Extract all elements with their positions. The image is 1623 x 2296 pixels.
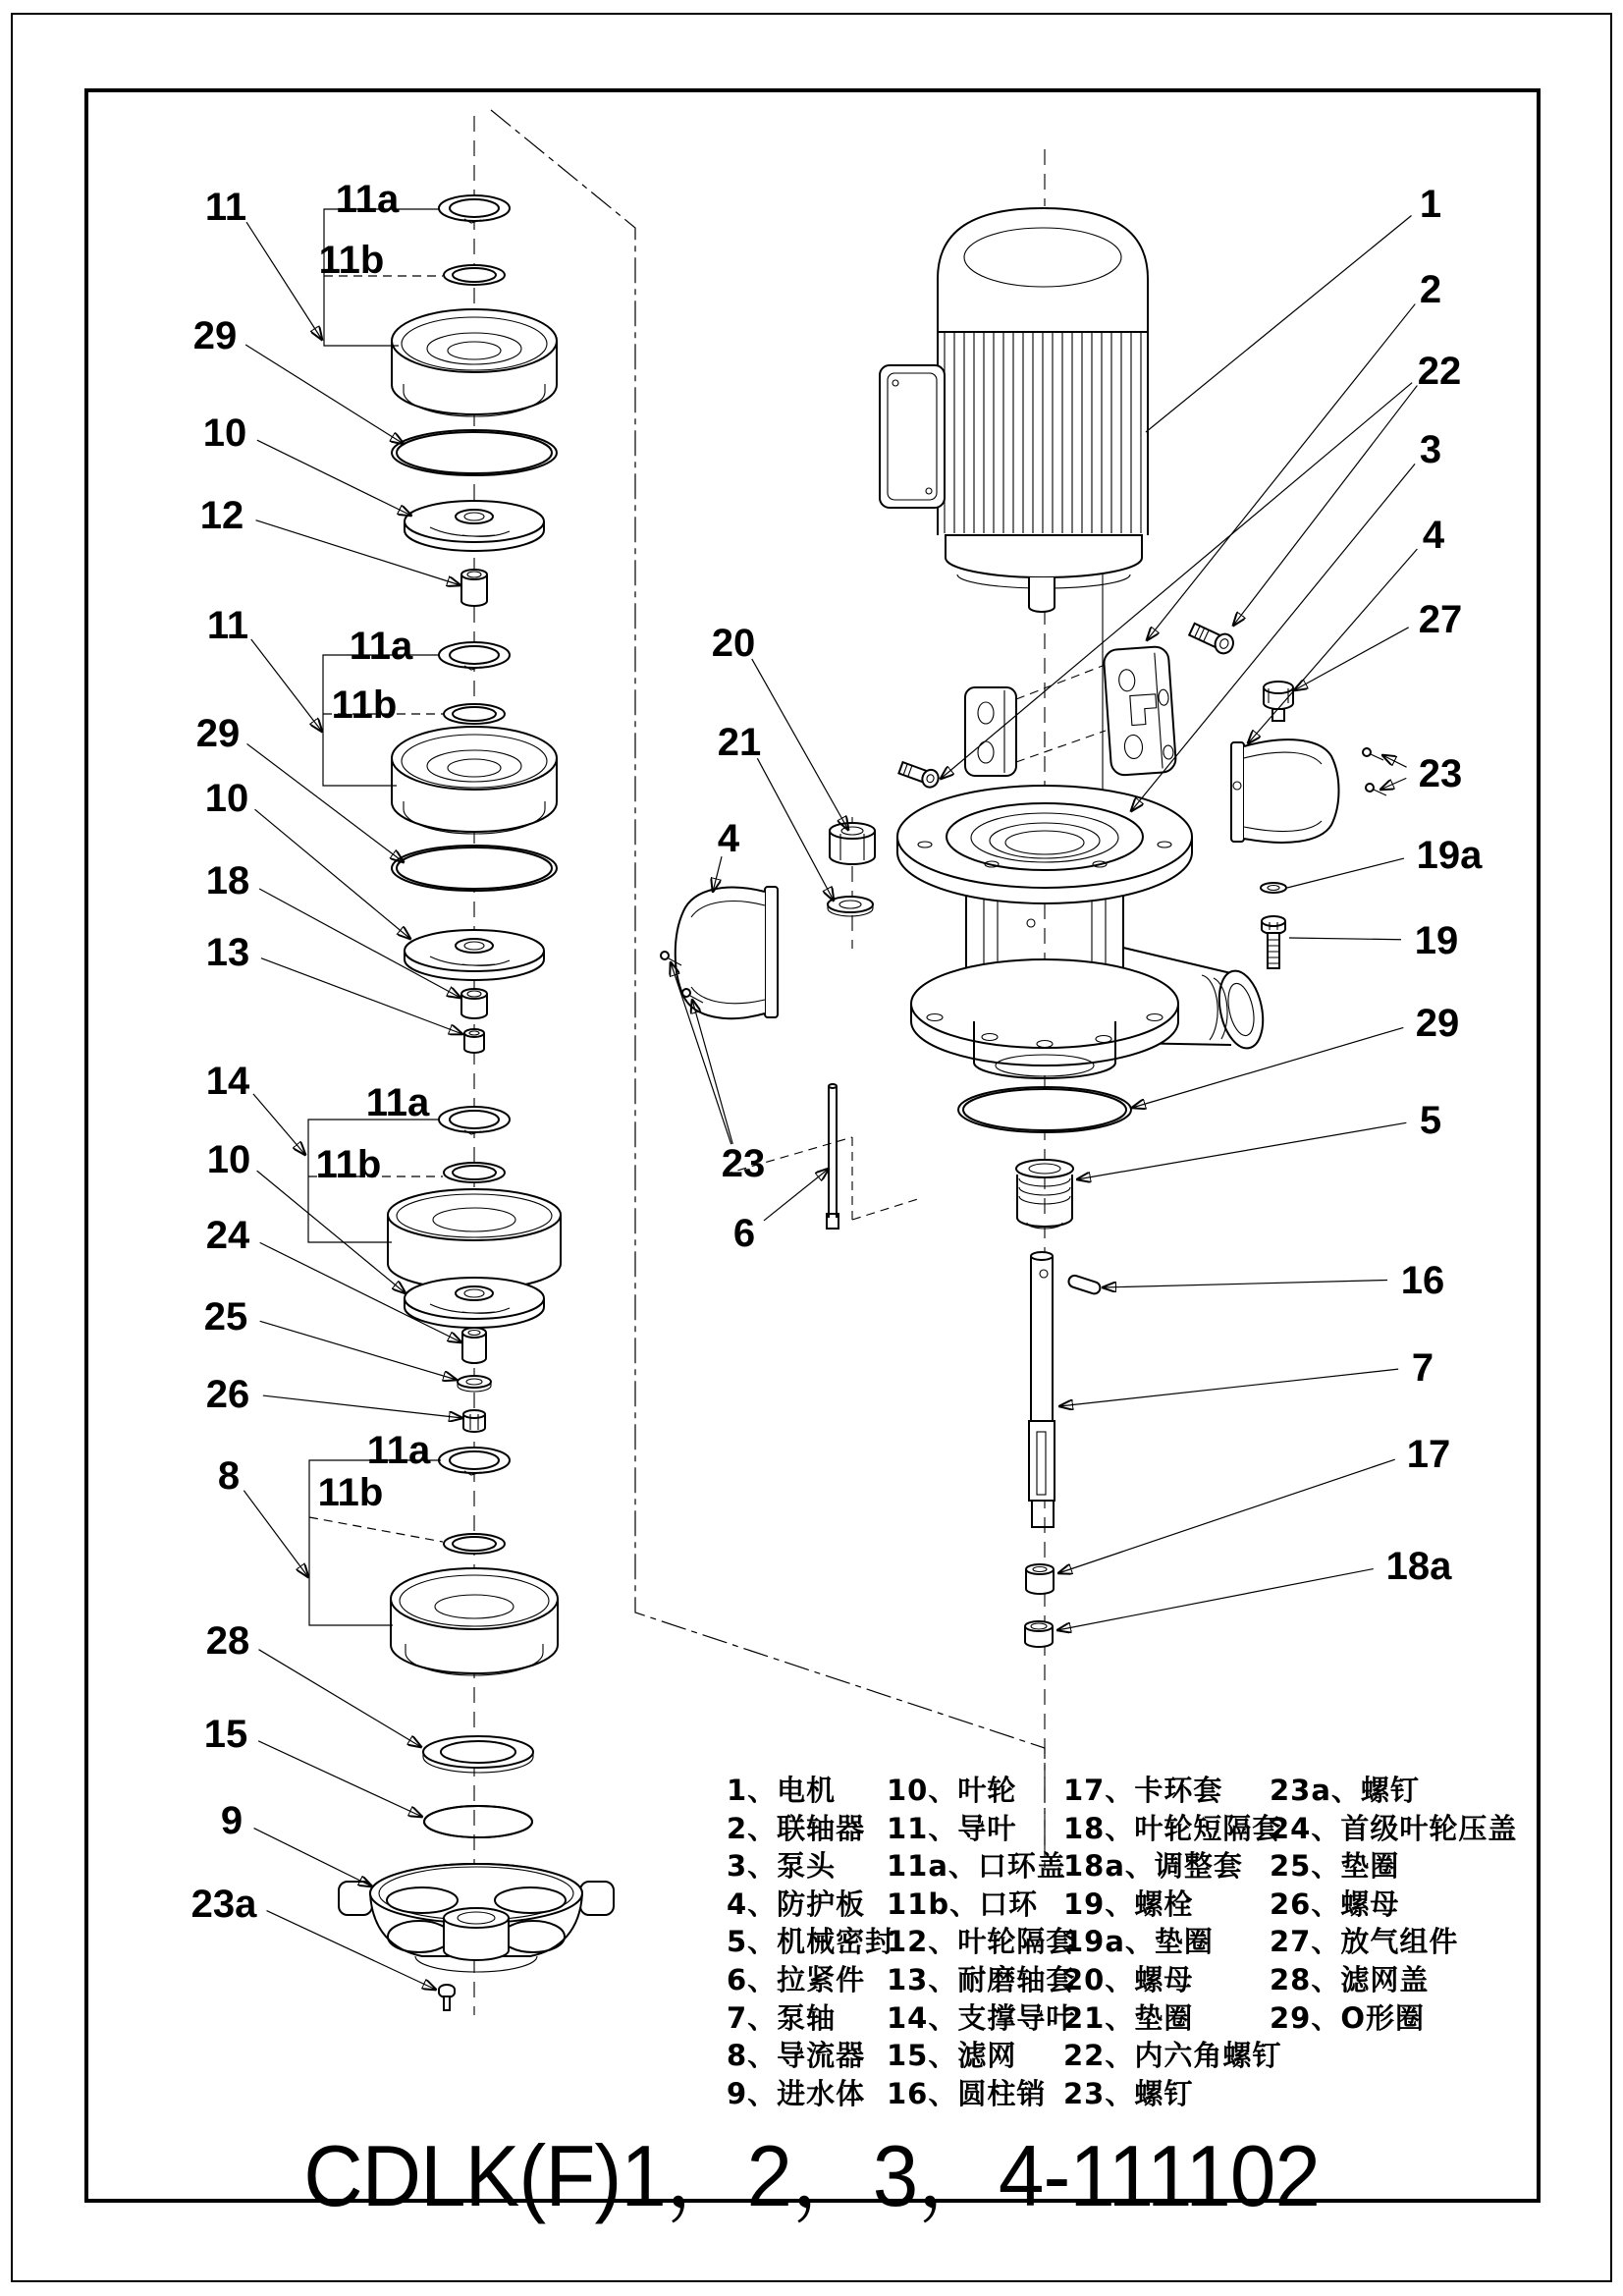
legend-item: 19a、垫圈	[1063, 1925, 1214, 1959]
oring-11b	[444, 704, 505, 724]
legend-item: 11a、口环盖	[887, 1849, 1066, 1884]
callout-label: 14	[205, 1060, 250, 1103]
legend-item: 10、叶轮	[887, 1774, 1017, 1807]
legend-item: 9、进水体	[727, 2076, 866, 2110]
vent-assembly-27	[1264, 682, 1293, 721]
legend-item: 28、滤网盖	[1270, 1963, 1430, 1996]
callout-label: 15	[203, 1713, 248, 1756]
callout-label: 13	[205, 931, 250, 974]
callout-label: 23	[1418, 752, 1463, 795]
leader-line	[246, 222, 322, 340]
legend-item: 6、拉紧件	[727, 1963, 866, 1996]
bolt-19	[1262, 916, 1285, 968]
callout-label: 24	[205, 1214, 250, 1257]
legend-item: 4、防护板	[727, 1886, 866, 1921]
leader-line	[1382, 755, 1407, 767]
legend-item: 23a、螺钉	[1270, 1774, 1420, 1807]
bracket-lines	[308, 209, 443, 1625]
pump-shaft-7	[1029, 1252, 1055, 1527]
callout-label: 11b	[331, 683, 398, 727]
legend-item: 2、联轴器	[727, 1811, 866, 1845]
inner-border	[86, 90, 1539, 2201]
callout-label: 10	[206, 1138, 251, 1181]
callout-label: 11b	[318, 239, 385, 282]
strainer-cover-28	[423, 1736, 533, 1773]
mechanical-seal-5	[1016, 1160, 1073, 1229]
guard-plate-4-left	[676, 887, 778, 1018]
first-stage-impeller-cover-24	[462, 1328, 486, 1363]
leader-line	[1289, 938, 1401, 940]
leader-line	[260, 1321, 457, 1380]
leader-line	[1380, 778, 1406, 790]
diffuser-11	[392, 309, 557, 416]
callout-label: 1	[1419, 183, 1442, 226]
callout-label: 21	[717, 721, 762, 764]
leader-line	[1233, 386, 1417, 626]
legend-item: 15、滤网	[887, 2039, 1017, 2073]
o-ring-29	[392, 846, 557, 891]
leader-line	[253, 1094, 305, 1155]
washer-21	[828, 897, 873, 916]
drawing-title-text: CDLK(F)1，2，3，4-111102	[303, 2127, 1320, 2224]
legend-item: 8、导流器	[727, 2039, 866, 2073]
callout-label: 11b	[315, 1143, 382, 1186]
callout-label: 3	[1419, 428, 1442, 471]
impeller-spacer-12	[461, 570, 487, 606]
leader-line	[258, 1650, 421, 1747]
leader-line	[1294, 628, 1409, 690]
callout-label: 9	[220, 1799, 243, 1842]
oring-cover-11a	[439, 642, 510, 670]
leader-line	[263, 1395, 462, 1418]
short-spacer-18	[461, 989, 487, 1018]
o-ring-29	[392, 430, 557, 475]
callout-label: 11a	[349, 625, 413, 668]
leader-line	[247, 743, 404, 862]
socket-screw-22	[897, 759, 941, 790]
callout-label: 20	[711, 622, 756, 665]
legend-item: 11b、口环	[887, 1886, 1039, 1921]
callout-label: 22	[1417, 350, 1462, 393]
pump-head-3	[897, 786, 1270, 1078]
legend-item: 27、放气组件	[1270, 1925, 1459, 1959]
strainer-15	[424, 1806, 532, 1837]
legend-item: 5、机械密封	[727, 1925, 895, 1959]
leader-line	[757, 758, 834, 901]
leader-line	[1146, 216, 1412, 432]
leader-line	[257, 440, 411, 516]
wear-sleeve-13	[464, 1029, 484, 1053]
motor-1	[938, 208, 1148, 612]
leader-line	[255, 809, 410, 939]
callout-label: 28	[205, 1619, 250, 1663]
leader-line	[1132, 1027, 1403, 1108]
screw-23	[1363, 748, 1383, 760]
callout-label: 29	[192, 314, 238, 357]
oring-cover-11a	[439, 1107, 510, 1134]
callout-label: 26	[205, 1373, 250, 1416]
legend-item: 24、首级叶轮压盖	[1270, 1811, 1518, 1845]
callout-label: 25	[203, 1295, 248, 1339]
legend-item: 14、支撑导叶	[887, 2000, 1076, 2035]
screw-23a	[439, 1985, 455, 2010]
callout-label: 11b	[317, 1471, 384, 1514]
support-diffuser-14	[388, 1189, 561, 1289]
callout-label: 4	[717, 817, 740, 860]
snap-ring-sleeve-17	[1026, 1564, 1054, 1594]
leader-line	[243, 1491, 308, 1577]
legend-item: 1、电机	[727, 1774, 837, 1807]
leader-line	[245, 345, 404, 444]
coupling-half-right-2	[1104, 646, 1177, 776]
leader-line	[1057, 1569, 1374, 1630]
legend-item: 7、泵轴	[727, 2000, 837, 2035]
drawing-title	[0, 2107, 1623, 2231]
oring-11b	[444, 265, 505, 285]
legend-item: 19、螺栓	[1063, 1886, 1194, 1921]
leader-line	[1248, 549, 1417, 743]
diffuser-11	[392, 727, 557, 834]
washer-25	[458, 1376, 491, 1392]
legend-item: 11、导叶	[887, 1811, 1017, 1845]
legend-item: 21、垫圈	[1063, 2000, 1194, 2035]
legend-item: 12、叶轮隔套	[887, 1925, 1076, 1959]
callout-label: 29	[195, 712, 241, 755]
guard-plate-4-right	[1231, 739, 1339, 843]
callout-label: 29	[1415, 1002, 1460, 1045]
legend-item: 17、卡环套	[1063, 1774, 1223, 1807]
outer-border	[12, 14, 1611, 2281]
legend-item: 23、螺钉	[1063, 2076, 1194, 2110]
callout-label: 16	[1400, 1259, 1445, 1302]
callout-label: 19a	[1416, 834, 1483, 877]
oring-11b	[444, 1163, 505, 1182]
callout-label: 10	[204, 777, 249, 820]
callout-label: 11a	[365, 1081, 430, 1124]
legend-item: 16、圆柱销	[887, 2076, 1047, 2110]
legend-item: 26、螺母	[1270, 1886, 1400, 1921]
callout-label: 19	[1414, 919, 1459, 962]
oring-11b	[444, 1534, 505, 1554]
leader-line	[254, 1829, 372, 1886]
callout-label: 11	[204, 186, 247, 229]
adjusting-sleeve-18a	[1025, 1621, 1053, 1647]
callout-label: 11	[206, 604, 249, 647]
left-stack	[308, 195, 614, 2010]
callout-label: 5	[1419, 1099, 1442, 1142]
callout-label: 8	[217, 1454, 241, 1498]
leader-line	[1287, 858, 1404, 888]
guide-housing-8	[391, 1568, 558, 1675]
leader-line	[251, 639, 322, 732]
nut-26	[463, 1410, 485, 1432]
legend-item: 3、泵头	[727, 1849, 837, 1884]
legend-item: 29、O形圈	[1270, 2000, 1426, 2035]
callout-label: 2	[1419, 268, 1442, 311]
legend-item: 25、垫圈	[1270, 1849, 1400, 1884]
screw-23	[1366, 784, 1386, 795]
socket-screw-22	[1188, 620, 1236, 656]
cylindrical-pin-16	[1067, 1274, 1102, 1295]
callout-label: 23	[721, 1142, 766, 1185]
coupling-half-left-2	[965, 687, 1016, 776]
callout-layer	[191, 178, 1483, 1990]
oring-cover-11a	[439, 195, 510, 223]
legend-item: 18a、调整套	[1063, 1849, 1243, 1884]
callout-label: 11a	[366, 1429, 431, 1472]
callout-label: 6	[732, 1212, 756, 1255]
leader-line	[1077, 1122, 1406, 1179]
impeller-10	[405, 501, 544, 551]
leader-line	[752, 659, 848, 830]
junction-box	[880, 365, 945, 508]
callout-label: 7	[1411, 1346, 1434, 1390]
right-assembly	[661, 208, 1386, 1647]
o-ring-29	[958, 1087, 1131, 1132]
inlet-body-9	[339, 1864, 614, 1972]
leader-line	[941, 383, 1412, 779]
leader-line	[258, 1741, 422, 1817]
legend-item: 22、内六角螺钉	[1063, 2039, 1282, 2073]
legend-item: 20、螺母	[1063, 1963, 1194, 1996]
callout-label: 23a	[190, 1883, 257, 1926]
callout-label: 17	[1406, 1433, 1451, 1476]
legend-item: 18、叶轮短隔套	[1063, 1811, 1282, 1845]
washer-19a	[1261, 883, 1286, 893]
leader-line	[257, 1171, 406, 1293]
leader-line	[1103, 1280, 1387, 1287]
callout-label: 4	[1422, 514, 1445, 557]
callout-label: 11a	[335, 178, 400, 221]
leader-line	[692, 1000, 732, 1144]
leader-line	[713, 856, 722, 892]
leader-line	[764, 1169, 829, 1221]
impeller-10	[405, 1278, 544, 1328]
callout-label: 12	[199, 494, 244, 537]
tie-rod-6	[827, 1084, 839, 1229]
legend-item: 13、耐磨轴套	[887, 1963, 1076, 1996]
impeller-10	[405, 930, 544, 980]
callout-label: 10	[202, 411, 247, 455]
leader-line	[1059, 1369, 1398, 1406]
callout-label: 18a	[1385, 1545, 1452, 1588]
callout-label: 18	[205, 859, 250, 902]
leader-line	[1147, 304, 1415, 640]
oring-cover-11a	[439, 1448, 510, 1475]
callout-label: 27	[1418, 598, 1463, 641]
leader-line	[1058, 1459, 1395, 1573]
nut-20	[830, 823, 875, 864]
